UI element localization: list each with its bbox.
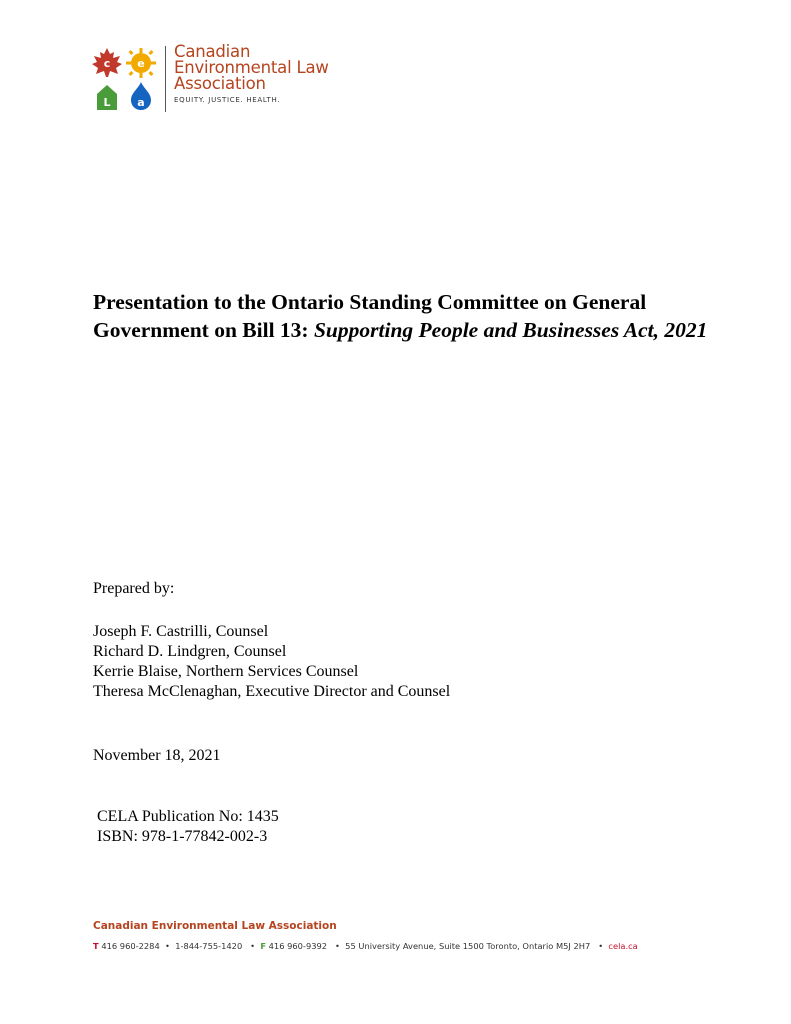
logo-divider [165,46,166,112]
footer-org-name: Canadian Environmental Law Association [93,920,337,932]
logo-name-line: Environmental Law [174,58,329,77]
author-line: Theresa McClenaghan, Executive Director and Counsel [93,683,451,700]
bullet-separator: • [162,941,173,951]
svg-text:L: L [103,96,111,109]
author-list [93,622,450,702]
logo-name-line: Canadian [174,42,251,61]
logo-tagline: EQUITY. JUSTICE. HEALTH. [174,96,281,104]
svg-text:c: c [103,57,111,70]
footer-contact-line [93,941,638,951]
author-line: Joseph F. Castrilli, Counsel [93,623,269,640]
author-line: Kerrie Blaise, Northern Services Counsel [93,663,359,680]
cela-logo [92,44,352,118]
publication-number: CELA Publication No: 1435 [97,808,279,825]
prepared-by-label: Prepared by: [93,580,175,597]
page-footer [93,920,638,951]
water-drop-a-icon [131,82,151,110]
house-l-icon [97,85,117,110]
logo-wordmark [174,44,329,104]
title-lead: Presentation to the Ontario Standing Committee on General Government on Bill 13: [93,290,647,342]
bullet-separator: • [329,941,343,951]
maple-leaf-c-icon [92,48,122,77]
fax-number: 416 960-9392 [268,941,328,951]
website-link[interactable]: cela.ca [608,941,638,951]
svg-text:e: e [137,57,145,70]
fax-label: F [260,941,267,951]
title-bill-name: Supporting People and Businesses Act, 2021 [313,317,708,342]
phone-label: T [93,941,99,951]
tollfree-number: 1-844-755-1420 [175,941,243,951]
svg-text:a: a [137,96,145,109]
document-title [93,289,713,344]
phone-number: 416 960-2284 [101,941,160,951]
street-address: 55 University Avenue, Suite 1500 Toronto, Ontario M5J 2H7 [345,941,591,951]
logo-name-line: Association [174,74,266,93]
isbn: ISBN: 978-1-77842-002-3 [97,828,268,845]
author-line: Richard D. Lindgren, Counsel [93,643,287,660]
publication-info [97,807,279,847]
sun-e-icon [126,48,156,78]
bullet-separator: • [244,941,258,951]
bullet-separator: • [592,941,606,951]
cela-logo-icons [92,46,156,112]
document-date: November 18, 2021 [93,747,221,764]
